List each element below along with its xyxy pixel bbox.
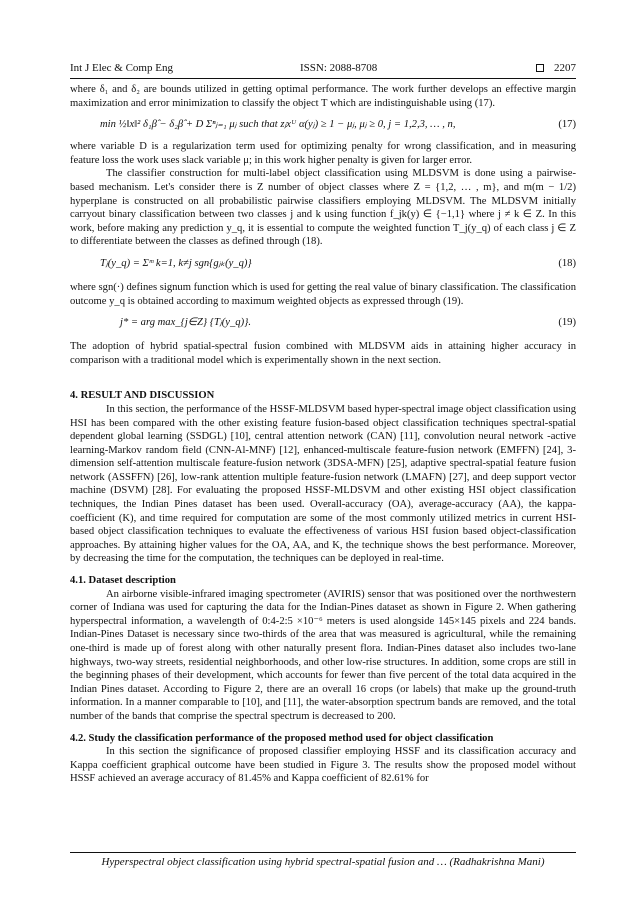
paragraph: In this section the significance of proposed classifier employing HSSF and its classification accuracy and Kappa coefficient graphical outcome have been studied in Figure 3. The results show the proposed model without HSSF achieved an average accuracy of 81.45% and Kappa coefficient of 82.61% for	[70, 746, 576, 785]
equation-number: (17)	[558, 119, 576, 131]
equation-18	[70, 249, 576, 281]
paragraph: where sgn(·) defines signum function which is used for getting the real value of binary classification. The classification outcome y_q is obtained according to maximum weighted objects as expressed through (19).	[70, 281, 576, 307]
page-number: 2207	[554, 62, 576, 74]
equation-body: j* = arg max_{j∈Z} {Tⱼ(y_q)}.	[120, 317, 252, 329]
header-rule	[70, 78, 576, 79]
running-header	[70, 62, 576, 78]
paragraph: An airborne visible-infrared imaging spectrometer (AVIRIS) sensor that was positioned over the northwestern corner of Indiana was used for capturing the data for the Indian-Pines dataset as shown in Figure 2. When gathering hyperspectral information, a wavelength of 0:4-2:5 ×10⁻⁶ meters is used alongside 145×145 pixels and 224 bands. Indian-Pines Dataset is necessary since two-thirds of the area that was measured is agricultural, while the remaining one-third is made up of forest along with other naturally present flora. Indian-Pines dataset also includes two-lane highways, two-way streets, residential neighborhoods, and other low-rise structures. In addition, some crops are still in the beginning phases of their development, which accounts for fewer than five percent of the total data acquired in the Indian Pines dataset. According to Figure 2, there are an overall 16 crops (or labels) that make up the ground-truth information. In a manner comparable to [10], and [11], the water-absorption spectrum bands are removed, and the total number of the bands that comprise the spectral spectrum is decreased to 200.	[70, 588, 576, 722]
paragraph: In this section, the performance of the HSSF-MLDSVM based hyper-spectral image object classification using HSI has been compared with the other existing feature fusion-based object classification techniques spectral-spatial dependent global learning (SSDGL) [10], central attention network (CAN) [11], convolution neural network -active learning-Markov random field (CNN-Al-MNF) [12], enhanced-multiscale feature-fusion network (EMFFN) [24], 3-dimension self-attention multiscale feature-fusion network (3DSA-MFN) [25], adaptive spectral-spatial feature fusion network (ASSFFN) [26], low-rank attention multiple feature-fusion network (LMAFN) [27], and deep support vector machine (DSVM) [28]. For evaluating the proposed HSSF-MLDSVM and other existing HSI object classification techniques, the Indian Pines dataset has been used. Overall-accuracy (OA), average-accuracy (AA), the kappa-coefficient (K), and time required for computation are some of the most commonly utilized metrics in current HSI-based object classification techniques to evaluate the effectiveness of various HSI fusion based object-classification approaches. By attaining higher values for the OA, AA, and K, the technique shows the best performance. Moreover, by decreasing the time for the computation, the techniques can be deployed in real-time.	[70, 403, 576, 565]
running-footer: Hyperspectral object classification using hybrid spectral-spatial fusion and … (Radhakrishna Mani)	[101, 856, 545, 868]
issn: ISSN: 2088-8708	[300, 62, 378, 74]
equation-number: (19)	[558, 317, 576, 329]
subsection-heading: 4.1. Dataset description	[70, 575, 176, 587]
footer-rule	[70, 852, 576, 853]
paragraph: The adoption of hybrid spatial-spectral fusion combined with MLDSVM aids in attaining higher accuracy in comparison with a traditional model which is experimentally shown in the next section.	[70, 341, 576, 366]
section-heading: 4. RESULT AND DISCUSSION	[70, 390, 215, 402]
equation-body: min ½‖x‖² δ₁β̂ − δ₂β̂ + D Σⁿⱼ₌₁ μⱼ such that zⱼxᵁ α(yⱼ) ≥ 1 − μⱼ, μⱼ ≥ 0, j = 1,2,3, … , n,	[100, 119, 456, 131]
equation-body: Tⱼ(y_q) = Σᵐ k=1, k≠j sgn{gⱼₖ(y_q)}	[100, 257, 252, 269]
equation-number: (18)	[558, 257, 576, 269]
checkbox-glyph-icon	[536, 64, 544, 72]
paragraph: The classifier construction for multi-label object classification using MLDSVM is done using a pairwise-based mechanism. Let's consider there is Z number of object classes where Z = {1,2, … , m}, and m(m − 1/2) hyperplane is constructed on all probabilistic pairwise classifiers employing MLDSVM. The MLDSVM initially carryout binary classification between two classes j and k using function f_jk(y) ∈ {−1,1} where j ≠ k ∈ Z. In this work, before making any prediction y_q, it is essential to compute the weighted function T_j(y_q) of each class j ∈ Z to differentiate between the classes as defined through (18).	[70, 168, 576, 248]
equation-17	[70, 110, 576, 140]
journal-name: Int J Elec & Comp Eng	[70, 62, 173, 74]
equation-19	[70, 308, 576, 340]
paragraph: where δ₁ and δ₂ are bounds utilized in getting optimal performance. The work further develops an effective margin maximization and error minimization to classify the object T which are indistinguishable using (17).	[70, 84, 576, 109]
paragraph: where variable D is a regularization term used for optimizing penalty for wrong classification, and in measuring feature loss the work uses slack variable μ; in this work higher penalty is given for larger error.	[70, 141, 576, 166]
page-number-block	[536, 62, 576, 76]
subsection-heading: 4.2. Study the classification performance of the proposed method used for object classification	[70, 732, 494, 744]
page-body	[70, 83, 576, 786]
